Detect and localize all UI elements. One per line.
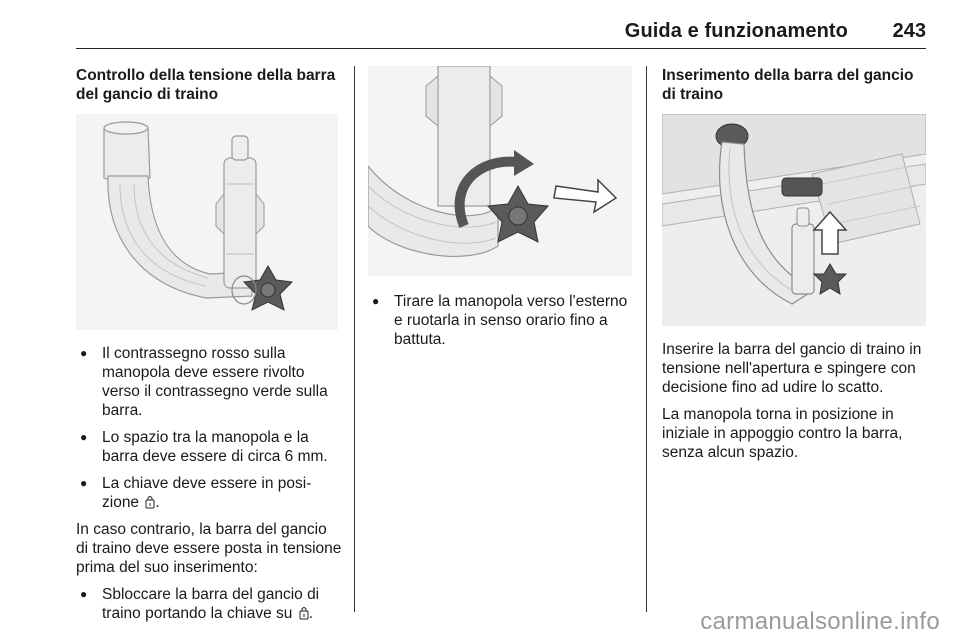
list-item-end: . xyxy=(308,605,314,622)
list-item: ● Il contrassegno rosso sulla manopola deve essere rivolto verso il contrassegno verde sulla barra. xyxy=(76,344,342,420)
tension-check-list xyxy=(76,344,342,512)
key-lock-icon xyxy=(299,606,309,620)
page-number: 243 xyxy=(892,20,926,42)
column-divider-2 xyxy=(646,66,647,612)
figure-bar-insertion xyxy=(662,114,926,326)
figure-tow-bar-knob xyxy=(76,114,338,330)
rotation-list xyxy=(368,292,632,349)
unlock-list xyxy=(76,585,342,623)
column-3 xyxy=(662,66,928,470)
list-item-end: . xyxy=(155,494,160,511)
list-item xyxy=(76,474,342,512)
column-1 xyxy=(76,66,342,631)
list-item: ● Lo spazio tra la manopola e la barra deve essere di circa 6 mm. xyxy=(76,428,342,466)
list-item-text: Sbloccare la barra del gancio di traino portando la chiave su xyxy=(102,586,320,622)
column-2 xyxy=(368,66,632,357)
tension-instruction: In caso contrario, la barra del gancio di traino deve essere posta in tensione prima del suo inserimento: xyxy=(76,521,342,576)
figure-knob-rotation xyxy=(368,66,632,276)
column-divider-1 xyxy=(354,66,355,612)
insertion-paragraph-1: Inserire la barra del gancio di traino in tensione nell'apertura e spingere con decisione fino ad udire lo scatto. xyxy=(662,341,922,396)
header-rule xyxy=(76,48,926,49)
section-heading-insertion: Inserimento della barra del gancio di traino xyxy=(662,67,914,103)
key-lock-icon xyxy=(145,495,155,509)
list-item-text: La chiave deve essere in posi-zione xyxy=(102,475,312,511)
watermark: carmanualsonline.info xyxy=(700,608,940,635)
list-item xyxy=(76,585,342,623)
header-title: Guida e funzionamento xyxy=(624,20,848,42)
section-heading-tension-check: Controllo della tensione della barra del gancio di traino xyxy=(76,67,336,103)
list-item: ● Tirare la manopola verso l'esterno e ruotarla in senso orario fino a battuta. xyxy=(368,292,632,349)
insertion-paragraph-2: La manopola torna in posizione in iniziale in appoggio contro la barra, senza alcun spazio. xyxy=(662,406,903,461)
